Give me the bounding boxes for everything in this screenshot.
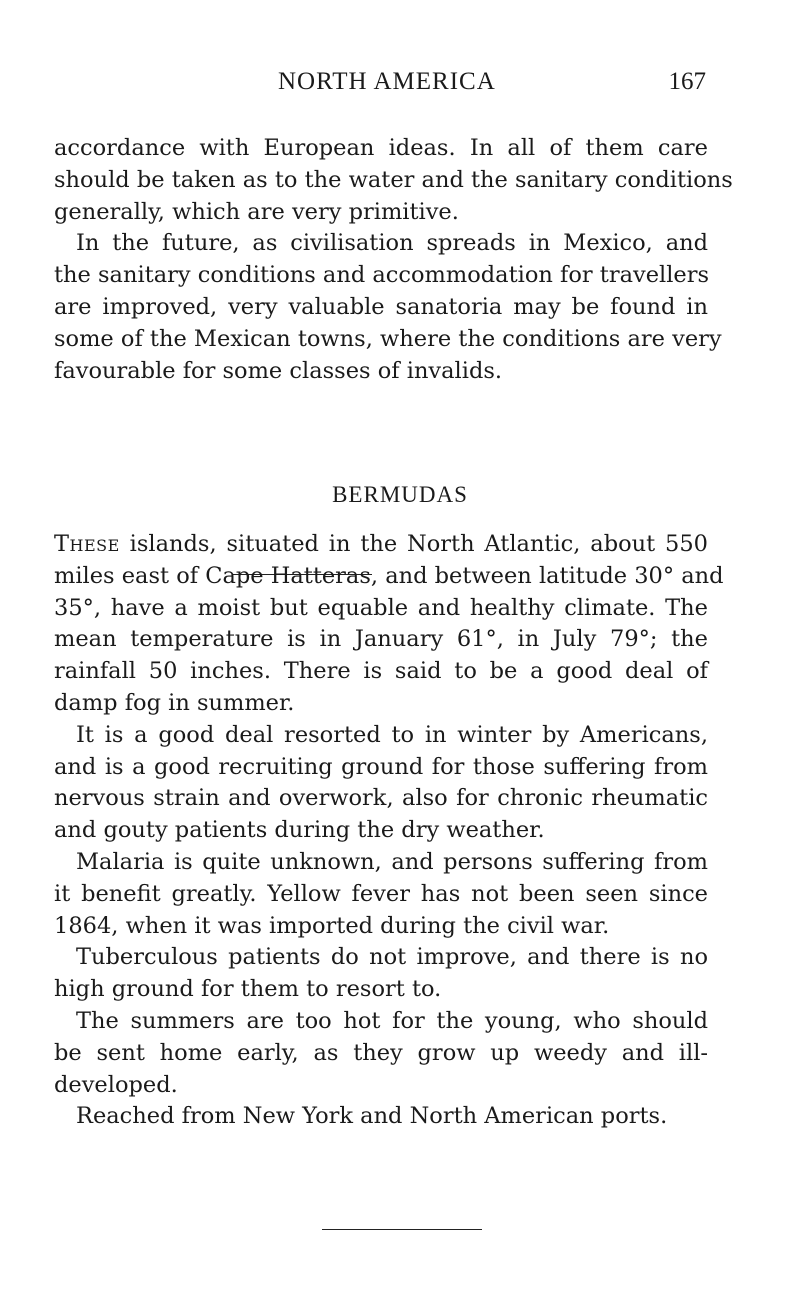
text-line: Tuberculous patients do not improve, and there is no (76, 944, 708, 971)
text-line: mean temperature is in January 61°, in July 79°; the (54, 626, 708, 653)
text-line: accordance with European ideas. In all of them care (54, 135, 708, 161)
text-line: In the future, as civilisation spreads in Mexico, and (76, 230, 708, 257)
text-line: and gouty patients during the dry weather. (54, 817, 545, 844)
text-line: nervous strain and overwork, also for chronic rheumatic (54, 785, 708, 812)
text-line: Malaria is quite unknown, and persons suffering from (76, 848, 708, 875)
text-line: favourable for some classes of invalids. (54, 357, 503, 384)
text-line: It is a good deal resorted to in winter by Americans, (76, 721, 708, 748)
bermudas-text (54, 529, 724, 1133)
text-line: the sanitary conditions and accommodation for travellers (54, 262, 710, 289)
text-line (54, 529, 708, 561)
page-header (54, 68, 708, 104)
text-line: high ground for them to resort to. (54, 976, 442, 1003)
text-line: it benefit greatly. Yellow fever has not been seen since (54, 880, 708, 907)
text-line: be sent home early, as they grow up weedy and ill- (54, 1039, 708, 1066)
text-line: 35°, have a moist but equable and healthy climate. The (54, 594, 708, 621)
section-divider (322, 1229, 482, 1230)
text-line: miles east of Cape Hatteras, and between latitude 30° and (54, 562, 724, 589)
text-line: generally, which are very primitive. (54, 198, 459, 225)
text-line: and is a good recruiting ground for those suffering from (54, 753, 708, 780)
running-head: NORTH AMERICA (278, 68, 496, 95)
text-line: should be taken as to the water and the sanitary conditions (54, 166, 733, 193)
text-line: The summers are too hot for the young, who should (76, 1007, 708, 1034)
mexico-continuation-text (54, 133, 733, 387)
text-line: 1864, when it was imported during the civil war. (54, 912, 610, 939)
text-line: some of the Mexican towns, where the conditions are very (54, 325, 722, 352)
text-line: Reached from New York and North American ports. (76, 1103, 668, 1130)
lead-word: These (54, 531, 120, 557)
text-line: rainfall 50 inches. There is said to be a good deal of (54, 658, 708, 685)
text-line: developed. (54, 1071, 178, 1098)
page-number: 167 (668, 68, 706, 95)
section-title: BERMUDAS (332, 482, 468, 507)
text-line: are improved, very valuable sanatoria may be found in (54, 293, 708, 320)
text-line: damp fog in summer. (54, 689, 295, 716)
lead-line-rest: islands, situated in the North Atlantic, about 550 (119, 531, 708, 557)
